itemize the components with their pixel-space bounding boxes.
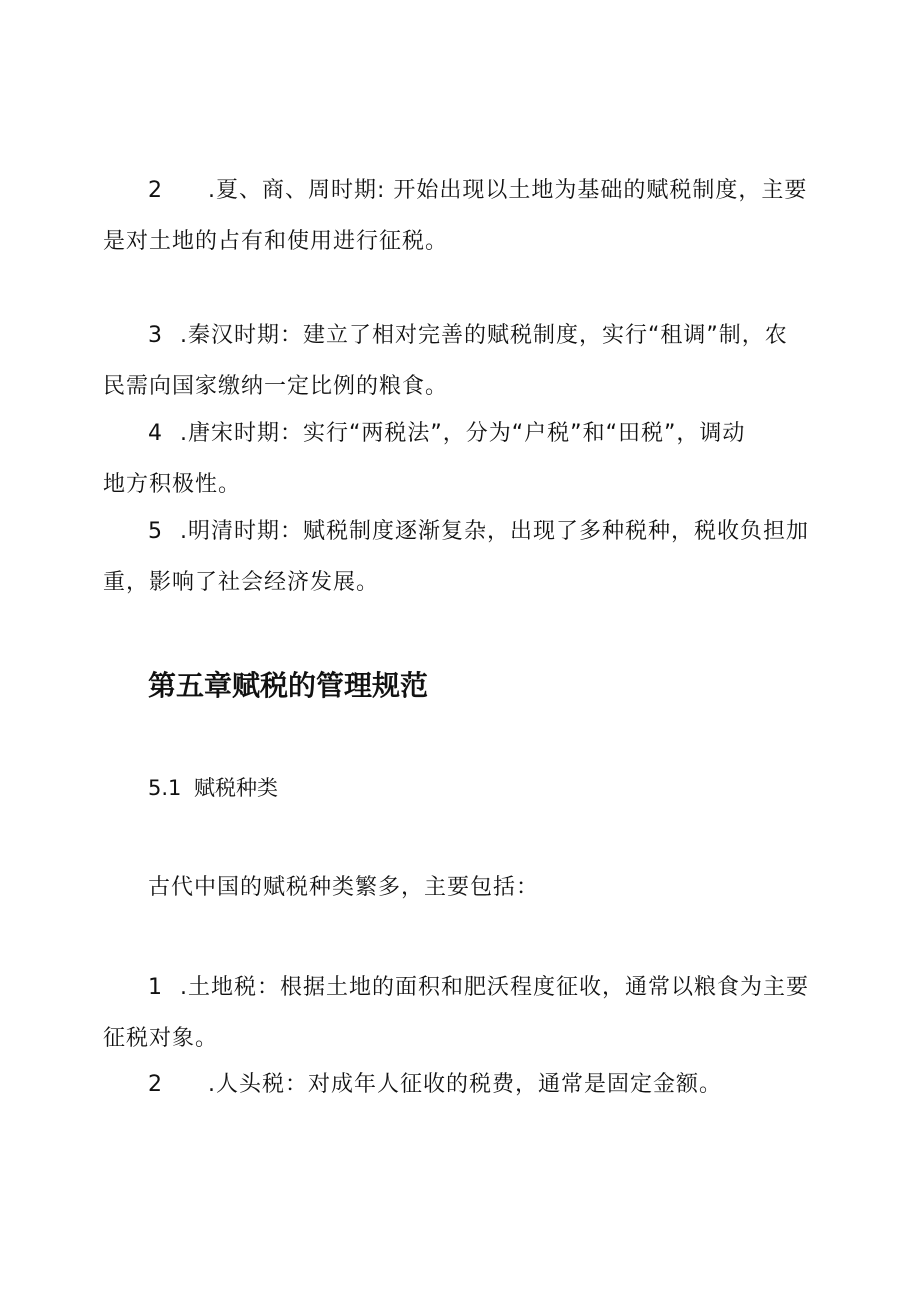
list-item [103,1059,823,1110]
list-item [103,165,823,267]
intro-text: 古代中国的赋税种类繁多，主要包括： [148,875,540,900]
chapter-title: 第五章赋税的管理规范 [148,669,429,702]
list-item-number: 5 [148,519,163,544]
list-item [103,506,823,608]
section-number: 5.1 [148,776,182,800]
list-item-text: .人头税：对成年人征收的税费，通常是固定金额。 [208,1072,722,1097]
list-item-number: 4 [148,421,163,446]
list-item-text-continued: 是对土地的占有和使用进行征税。 [103,229,449,254]
list-item [103,310,823,412]
section-title: 赋税种类 [194,776,278,800]
list-item-text-continued: 重，影响了社会经济发展。 [103,570,380,595]
list-item [103,408,823,510]
list-item-number: 3 [148,323,163,348]
list-item-text: .唐宋时期：实行“两税法”，分为“户税”和“田税”，调动 [180,421,746,446]
list-item-text: .秦汉时期：建立了相对完善的赋税制度，实行“租调”制，农 [180,323,788,348]
list-item-text: .明清时期：赋税制度逐渐复杂，出现了多种税种，税收负担加 [180,519,809,544]
list-item-number: 1 [148,975,163,1000]
list-item-number: 2 [148,178,163,203]
list-item-number: 2 [148,1072,163,1097]
list-item-text: .土地税：根据土地的面积和肥沃程度征收，通常以粮食为主要 [180,975,809,1000]
list-item-text-continued: 民需向国家缴纳一定比例的粮食。 [103,374,449,399]
section-heading [148,770,278,806]
list-item-text-continued: 地方积极性。 [103,472,242,497]
list-item-text-continued: 征税对象。 [103,1026,219,1051]
list-item [103,962,823,1064]
list-item-text: .夏、商、周时期: 开始出现以土地为基础的赋税制度，主要 [208,178,808,203]
